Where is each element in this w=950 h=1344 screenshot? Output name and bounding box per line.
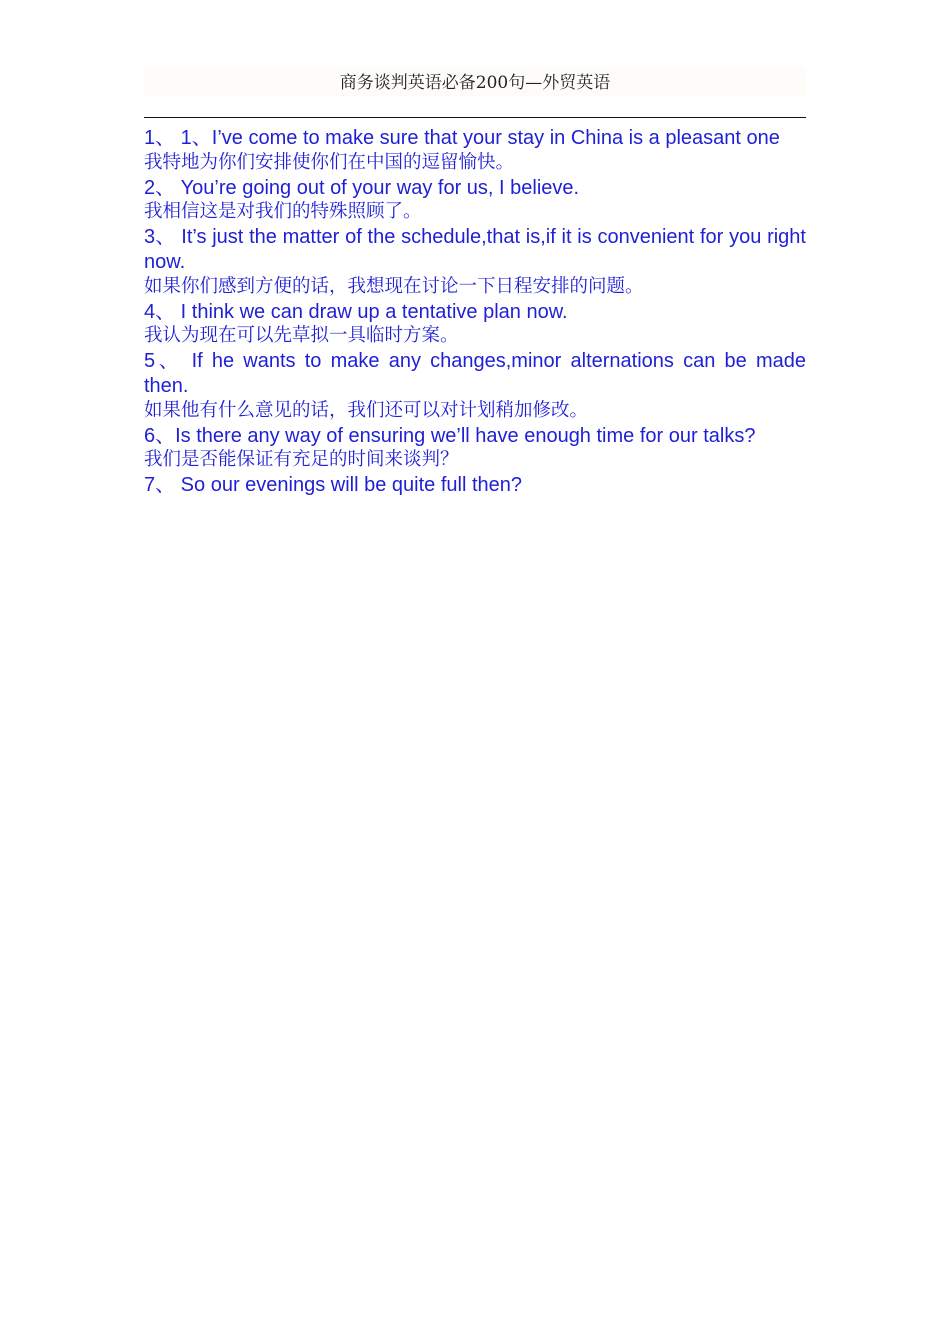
sentence-item-7 bbox=[144, 473, 806, 498]
page-header-title: 商务谈判英语必备200句—外贸英语 bbox=[339, 73, 611, 93]
english-sentence: 4、 I think we can draw up a tentative plan now. bbox=[144, 300, 568, 323]
sentence-item-4 bbox=[144, 300, 806, 350]
sentence-item-3 bbox=[144, 225, 806, 299]
english-sentence: 5、 If he wants to make any changes,minor alternations can be made then. bbox=[144, 350, 806, 397]
sentence-item-1 bbox=[144, 126, 806, 176]
english-sentence: 3、 It’s just the matter of the schedule,that is,if it is convenient for you right now. bbox=[144, 226, 806, 273]
english-sentence: 2、 You’re going out of your way for us, I believe. bbox=[144, 176, 580, 199]
chinese-translation: 我特地为你们安排使你们在中国的逗留愉快。 bbox=[144, 151, 515, 173]
english-sentence: 6、Is there any way of ensuring we’ll have enough time for our talks? bbox=[144, 424, 756, 447]
sentence-item-5 bbox=[144, 349, 806, 423]
chinese-translation: 如果他有什么意见的话，我们还可以对计划稍加修改。 bbox=[144, 399, 589, 421]
sentence-item-6 bbox=[144, 424, 806, 474]
chinese-translation: 我相信这是对我们的特殊照顾了。 bbox=[144, 201, 422, 223]
header-divider bbox=[144, 117, 806, 118]
sentence-item-2 bbox=[144, 176, 806, 226]
chinese-translation: 我们是否能保证有充足的时间来谈判？ bbox=[144, 449, 459, 471]
sentence-list bbox=[144, 126, 806, 498]
chinese-translation: 如果你们感到方便的话，我想现在讨论一下日程安排的问题。 bbox=[144, 275, 644, 297]
english-sentence: 7、 So our evenings will be quite full then? bbox=[144, 474, 523, 497]
chinese-translation: 我认为现在可以先草拟一具临时方案。 bbox=[144, 325, 459, 347]
english-sentence: 1、 1、I’ve come to make sure that your stay in China is a pleasant one bbox=[144, 127, 780, 149]
